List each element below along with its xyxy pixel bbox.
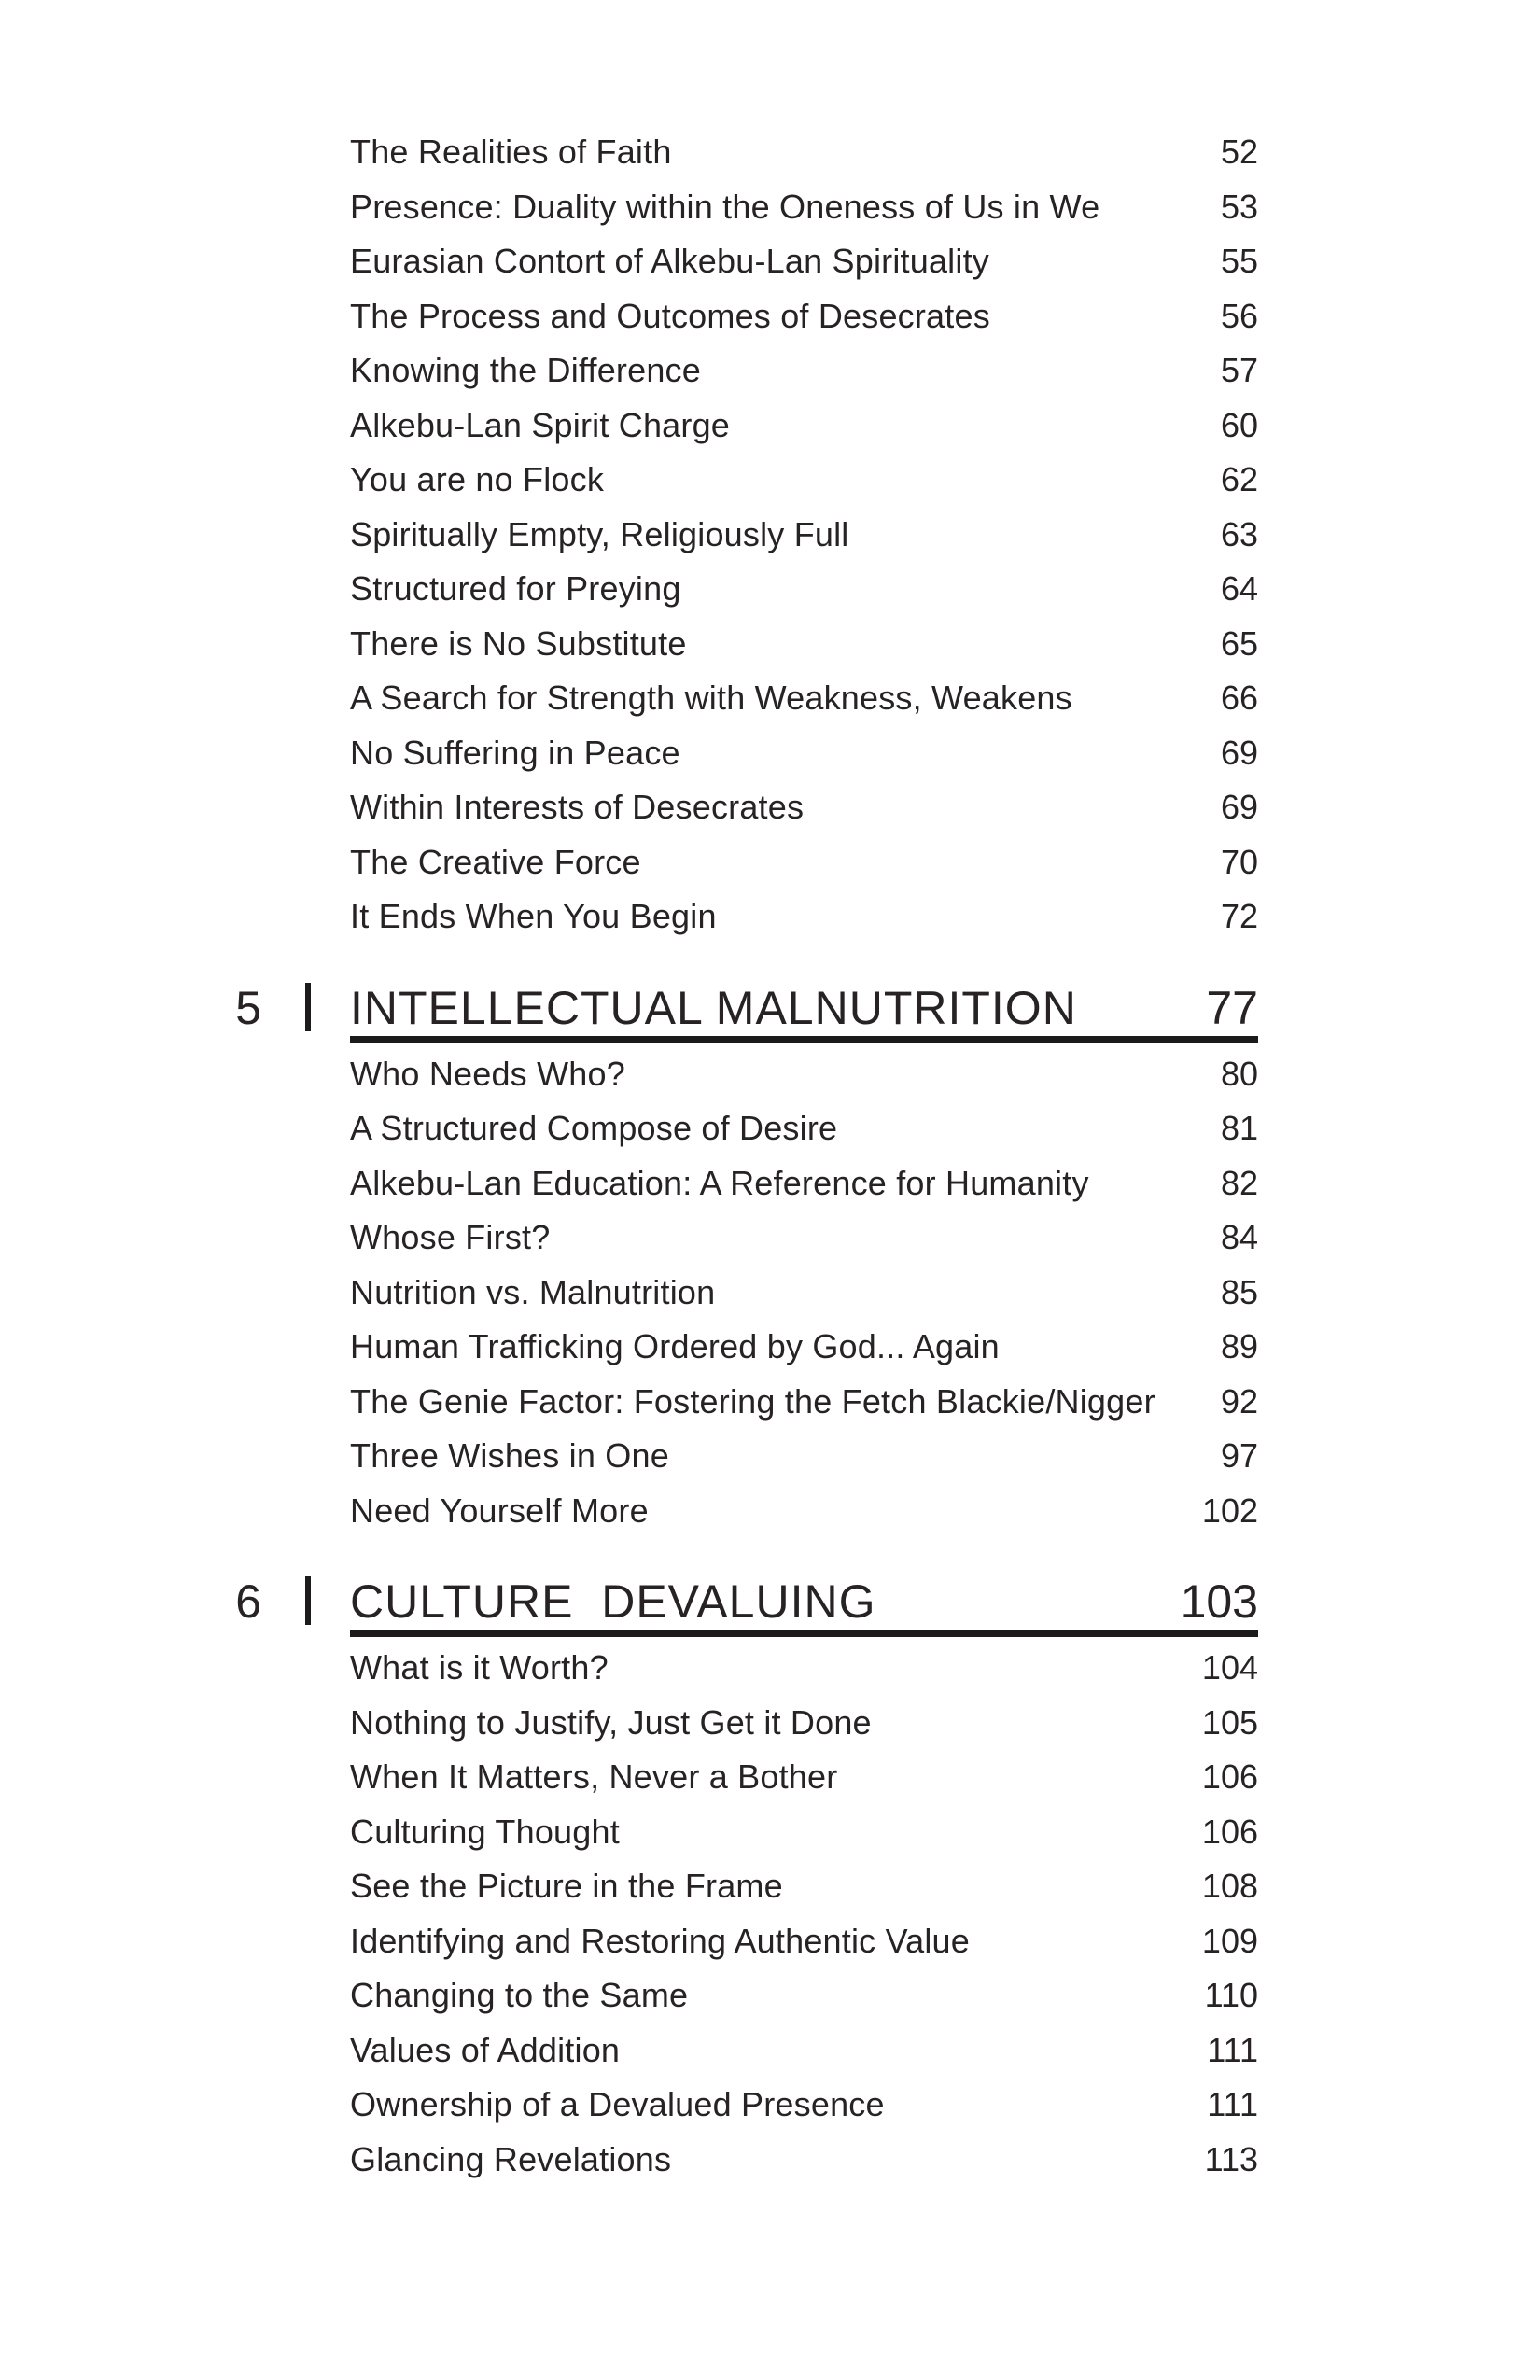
entry-page-number: 102 xyxy=(1201,1491,1258,1530)
toc-entry xyxy=(350,1750,1258,1805)
entry-page-number: 53 xyxy=(1220,187,1258,226)
entry-title: Who Needs Who? xyxy=(350,1054,625,1093)
entry-page-number: 84 xyxy=(1220,1218,1258,1256)
entry-page-number: 111 xyxy=(1207,2085,1258,2123)
entry-page-number: 92 xyxy=(1220,1381,1258,1421)
toc-entry xyxy=(350,180,1258,235)
entry-page-number: 60 xyxy=(1220,405,1258,444)
entry-title: Glancing Revelations xyxy=(350,2139,672,2178)
entry-title: A Structured Compose of Desire xyxy=(350,1109,838,1147)
toc-section xyxy=(350,125,1258,945)
toc-entry xyxy=(350,1914,1258,1969)
entry-page-number: 81 xyxy=(1220,1109,1258,1147)
toc-entry xyxy=(350,1805,1258,1860)
entry-page-number: 70 xyxy=(1220,842,1258,881)
toc-entry xyxy=(350,1156,1258,1211)
toc-entry xyxy=(350,453,1258,508)
toc-entry xyxy=(350,889,1258,945)
toc-entry xyxy=(350,125,1258,180)
entry-page-number: 65 xyxy=(1220,623,1258,663)
toc-entry xyxy=(350,1266,1258,1321)
entry-title: Changing to the Same xyxy=(350,1976,689,2014)
entry-page-number: 113 xyxy=(1204,2139,1258,2178)
toc-entry xyxy=(350,562,1258,617)
entry-page-number: 108 xyxy=(1201,1867,1258,1905)
entry-title: A Search for Strength with Weakness, Weakens xyxy=(350,679,1072,717)
entry-title: Whose First? xyxy=(350,1218,551,1256)
toc-entry xyxy=(350,1641,1258,1696)
entry-title: Eurasian Contort of Alkebu-Lan Spirituality xyxy=(350,242,989,280)
entry-page-number: 82 xyxy=(1220,1163,1258,1202)
entry-title: Identifying and Restoring Authentic Value xyxy=(350,1921,970,1960)
entry-title: Alkebu-Lan Spirit Charge xyxy=(350,405,731,444)
chapter-number: 5 xyxy=(235,981,261,1034)
entry-page-number: 109 xyxy=(1201,1921,1258,1960)
toc-entry xyxy=(350,399,1258,454)
entry-title: Presence: Duality within the Oneness of Us in We xyxy=(350,187,1100,226)
toc-content xyxy=(235,125,1258,2187)
entry-title: Need Yourself More xyxy=(350,1491,649,1530)
toc-entry xyxy=(350,617,1258,672)
entry-page-number: 62 xyxy=(1220,460,1258,498)
entry-title: Ownership of a Devalued Presence xyxy=(350,2085,885,2123)
entry-page-number: 110 xyxy=(1204,1976,1258,2014)
entry-page-number: 97 xyxy=(1220,1436,1258,1475)
entry-title: The Genie Factor: Fostering the Fetch Blackie/Nigger xyxy=(350,1381,1155,1421)
entry-page-number: 104 xyxy=(1201,1648,1258,1687)
entry-title: Alkebu-Lan Education: A Reference for Humanity xyxy=(350,1163,1089,1202)
entry-page-number: 72 xyxy=(1220,897,1258,935)
entry-title: Human Trafficking Ordered by God... Again xyxy=(350,1327,1000,1365)
entry-page-number: 52 xyxy=(1220,133,1258,171)
entry-page-number: 85 xyxy=(1220,1272,1258,1311)
chapter-title: INTELLECTUAL MALNUTRITION xyxy=(350,981,1077,1034)
entry-page-number: 55 xyxy=(1220,242,1258,280)
toc-entry xyxy=(350,289,1258,344)
entry-title: Knowing the Difference xyxy=(350,351,701,389)
entry-title: The Realities of Faith xyxy=(350,133,672,171)
entry-page-number: 64 xyxy=(1220,569,1258,608)
entry-page-number: 106 xyxy=(1201,1757,1258,1796)
chapter-underline xyxy=(350,1036,1258,1043)
toc-entry xyxy=(350,343,1258,399)
chapter-page-number: 77 xyxy=(1206,981,1258,1034)
entry-page-number: 56 xyxy=(1220,296,1258,335)
toc-entry xyxy=(350,1320,1258,1375)
toc-entry xyxy=(350,508,1258,563)
entry-page-number: 106 xyxy=(1201,1812,1258,1851)
entry-title: Within Interests of Desecrates xyxy=(350,788,805,826)
entry-title: Spiritually Empty, Religiously Full xyxy=(350,514,849,553)
toc-entry xyxy=(350,1484,1258,1539)
entry-title: Culturing Thought xyxy=(350,1812,620,1851)
entry-page-number: 66 xyxy=(1220,679,1258,717)
toc-entry xyxy=(350,1101,1258,1156)
toc-entry xyxy=(350,2133,1258,2188)
entry-title: No Suffering in Peace xyxy=(350,733,680,772)
entry-page-number: 105 xyxy=(1201,1702,1258,1742)
chapter-number: 6 xyxy=(235,1575,261,1628)
entry-title: What is it Worth? xyxy=(350,1648,609,1687)
entry-page-number: 89 xyxy=(1220,1327,1258,1365)
entry-page-number: 69 xyxy=(1220,733,1258,772)
toc-entry xyxy=(350,1375,1258,1430)
chapter-underline xyxy=(350,1630,1258,1637)
toc-entry xyxy=(350,1429,1258,1484)
entry-title: The Creative Force xyxy=(350,842,641,881)
chapter-divider-bar xyxy=(305,1576,311,1625)
chapter-divider-bar xyxy=(305,983,311,1031)
entry-title: Nothing to Justify, Just Get it Done xyxy=(350,1702,872,1742)
toc-entry xyxy=(350,726,1258,781)
entry-title: When It Matters, Never a Bother xyxy=(350,1757,838,1796)
entry-title: Values of Addition xyxy=(350,2030,621,2069)
toc-entry xyxy=(350,234,1258,289)
entry-title: Three Wishes in One xyxy=(350,1436,669,1475)
entry-page-number: 69 xyxy=(1220,788,1258,826)
toc-entry xyxy=(350,835,1258,890)
toc-entry xyxy=(350,2078,1258,2133)
entry-title: It Ends When You Begin xyxy=(350,897,717,935)
entry-page-number: 63 xyxy=(1220,514,1258,553)
toc-entry xyxy=(350,1696,1258,1751)
toc-section xyxy=(350,1641,1258,2187)
entry-title: Nutrition vs. Malnutrition xyxy=(350,1272,716,1311)
chapter-heading xyxy=(235,980,1258,1036)
entry-title: See the Picture in the Frame xyxy=(350,1867,783,1905)
toc-entry xyxy=(350,1968,1258,2023)
toc-entry xyxy=(350,671,1258,726)
toc-entry xyxy=(350,780,1258,835)
toc-entry xyxy=(350,1047,1258,1102)
toc-entry xyxy=(350,1211,1258,1266)
entry-title: You are no Flock xyxy=(350,460,605,498)
toc-entry xyxy=(350,1859,1258,1914)
entry-page-number: 111 xyxy=(1207,2030,1258,2069)
toc-entry xyxy=(350,2023,1258,2079)
entry-title: Structured for Preying xyxy=(350,569,681,608)
entry-title: The Process and Outcomes of Desecrates xyxy=(350,296,990,335)
chapter-title: CULTURE DEVALUING xyxy=(350,1575,876,1628)
chapter-heading xyxy=(235,1574,1258,1630)
chapter-page-number: 103 xyxy=(1180,1575,1258,1628)
entry-page-number: 57 xyxy=(1220,351,1258,389)
entry-page-number: 80 xyxy=(1220,1054,1258,1093)
entry-title: There is No Substitute xyxy=(350,623,687,663)
toc-section xyxy=(350,1047,1258,1539)
